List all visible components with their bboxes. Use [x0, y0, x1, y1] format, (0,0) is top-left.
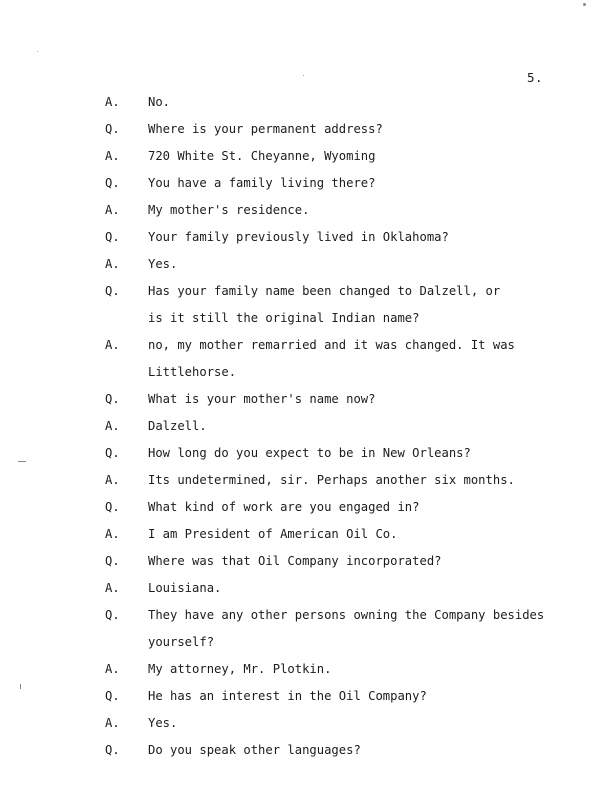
entry-text-line: No.: [148, 95, 171, 109]
speaker-label: Q.: [105, 743, 120, 757]
speaker-label: Q.: [105, 689, 120, 703]
entry-text: [148, 278, 558, 332]
entry-text: [148, 89, 558, 116]
speaker-label: A.: [105, 257, 120, 271]
entry-text-line: You have a family living there?: [148, 176, 376, 190]
entry-text-line: My mother's residence.: [148, 203, 310, 217]
speaker-label: A.: [105, 203, 120, 217]
speaker-label: Q.: [105, 392, 120, 406]
entry-text-line: He has an interest in the Oil Company?: [148, 689, 427, 703]
entry-text: [148, 197, 558, 224]
entry-text-line: Do you speak other languages?: [148, 743, 361, 757]
entry-text-line: How long do you expect to be in New Orleans?: [148, 446, 471, 460]
entry-text: [148, 548, 558, 575]
entry-text-line: Your family previously lived in Oklahoma?: [148, 230, 449, 244]
entry-text: [148, 170, 558, 197]
entry-text-line: What kind of work are you engaged in?: [148, 500, 420, 514]
speaker-label: A.: [105, 581, 120, 595]
entry-text: [148, 116, 558, 143]
scan-speck: [583, 3, 586, 6]
speaker-label: Q.: [105, 284, 120, 298]
entry-text: [148, 521, 558, 548]
entry-text-line: What is your mother's name now?: [148, 392, 376, 406]
entry-text-line: Dalzell.: [148, 419, 207, 433]
entry-text: [148, 440, 558, 467]
entry-text: [148, 467, 558, 494]
scan-speck: [303, 75, 304, 76]
entry-text-line: Where was that Oil Company incorporated?: [148, 554, 442, 568]
entry-text-line: Louisiana.: [148, 581, 222, 595]
speaker-label: A.: [105, 419, 120, 433]
page-number: 5.: [527, 70, 544, 85]
entry-text-line: Yes.: [148, 257, 178, 271]
speaker-label: A.: [105, 149, 120, 163]
speaker-label: Q.: [105, 500, 120, 514]
entry-text: [148, 494, 558, 521]
entry-text: [148, 737, 558, 764]
entry-text-line: no, my mother remarried and it was changed. It was: [148, 338, 515, 352]
entry-text-line: Where is your permanent address?: [148, 122, 383, 136]
entry-text: [148, 413, 558, 440]
entry-text: [148, 332, 558, 386]
speaker-label: Q.: [105, 446, 120, 460]
entry-text-line: Yes.: [148, 716, 178, 730]
speaker-label: A.: [105, 473, 120, 487]
speaker-label: A.: [105, 95, 120, 109]
speaker-label: A.: [105, 338, 120, 352]
entry-text: [148, 602, 558, 656]
speaker-label: A.: [105, 716, 120, 730]
speaker-label: A.: [105, 662, 120, 676]
entry-text: [148, 656, 558, 683]
speaker-label: Q.: [105, 122, 120, 136]
entry-text: [148, 386, 558, 413]
entry-text: [148, 683, 558, 710]
scan-speck: [37, 51, 38, 52]
speaker-label: Q.: [105, 554, 120, 568]
entry-text-line: is it still the original Indian name?: [148, 311, 420, 325]
scan-speck: [18, 461, 26, 462]
speaker-label: Q.: [105, 230, 120, 244]
entry-text-line: yourself?: [148, 635, 215, 649]
entry-text-line: 720 White St. Cheyanne, Wyoming: [148, 149, 376, 163]
speaker-label: Q.: [105, 608, 120, 622]
entry-text-line: They have any other persons owning the Company besides: [148, 608, 545, 622]
scan-speck: [20, 684, 21, 689]
entry-text: [148, 143, 558, 170]
entry-text-line: I am President of American Oil Co.: [148, 527, 398, 541]
entry-text-line: Littlehorse.: [148, 365, 237, 379]
entry-text: [148, 575, 558, 602]
entry-text: [148, 224, 558, 251]
speaker-label: Q.: [105, 176, 120, 190]
entry-text-line: Its undetermined, sir. Perhaps another six months.: [148, 473, 515, 487]
entry-text: [148, 251, 558, 278]
speaker-label: A.: [105, 527, 120, 541]
entry-text: [148, 710, 558, 737]
entry-text-line: Has your family name been changed to Dalzell, or: [148, 284, 501, 298]
entry-text-line: My attorney, Mr. Plotkin.: [148, 662, 332, 676]
